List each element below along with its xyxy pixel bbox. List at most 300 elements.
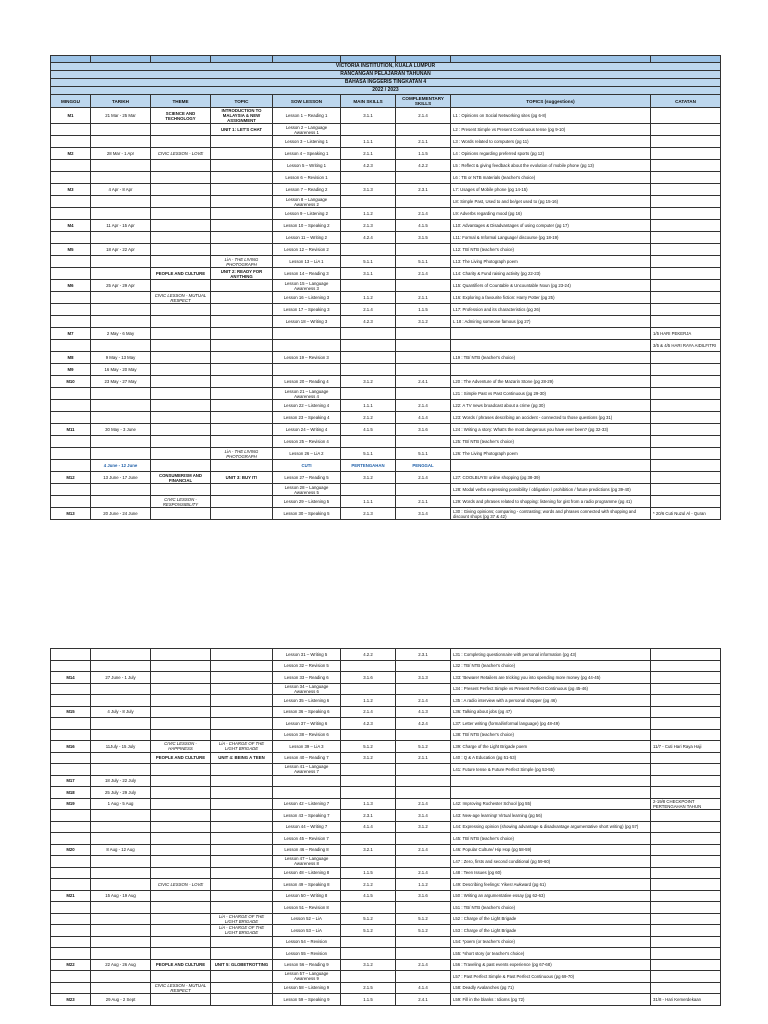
table-cell: PEOPLE AND CULTURE <box>151 268 211 280</box>
table-row <box>51 448 721 460</box>
table-cell: Lesson 39 – LiA 3 <box>273 741 341 753</box>
table-cell <box>91 660 151 672</box>
table-cell: L26: The Living Photograph poem <box>451 448 651 460</box>
table-cell: L36: Talking about jobs (pg 47) <box>451 706 651 718</box>
table-cell: M2 <box>51 148 91 160</box>
table-cell <box>151 460 211 472</box>
table-cell <box>151 856 211 868</box>
table-cell: 4.1.3 <box>396 706 451 718</box>
table-cell <box>396 729 451 741</box>
table-cell: Lesson 2 – Language Awareness 1 <box>273 124 341 136</box>
subject-title: BAHASA INGGERIS TINGKATAN 4 <box>51 79 721 87</box>
table-cell <box>151 810 211 822</box>
table-cell <box>91 340 151 352</box>
table-cell <box>341 660 396 672</box>
table-cell: Lesson 49 – Speaking 8 <box>273 879 341 891</box>
table-cell <box>341 280 396 292</box>
table-cell: 2.1.1 <box>396 292 451 304</box>
table-cell: 2.1.4 <box>396 268 451 280</box>
table-cell: Lesson 36 – Speaking 6 <box>273 706 341 718</box>
table-cell <box>451 460 651 472</box>
table-cell <box>51 340 91 352</box>
table-cell <box>273 775 341 787</box>
table-cell: Lesson 41 – Language Awareness 7 <box>273 764 341 776</box>
table-cell <box>151 208 211 220</box>
table-cell: 3.1.2 <box>341 376 396 388</box>
table-cell <box>273 340 341 352</box>
table-row <box>51 775 721 787</box>
lesson-plan-sheet-1 <box>50 55 720 520</box>
table-cell: M15 <box>51 706 91 718</box>
table-row <box>51 256 721 268</box>
table-cell <box>151 833 211 845</box>
table-cell: 1.1.2 <box>341 208 396 220</box>
table-cell <box>91 484 151 496</box>
table-cell: L44: Expressing opinion (showing advantage & disadvantage argumentative short writing) (pg 57) <box>451 821 651 833</box>
col-complementary-skills: COMPLEMENTARY SKILLS <box>396 95 451 108</box>
table-cell: L35 : A radio interview with a personal shopper (pg 46) <box>451 695 651 707</box>
table-cell <box>651 436 721 448</box>
table-row <box>51 196 721 208</box>
table-cell: 3.2.1 <box>341 844 396 856</box>
table-cell <box>151 925 211 937</box>
table-cell: Lesson 15 – Language Awareness 3 <box>273 280 341 292</box>
table-cell: 5.1.1 <box>396 448 451 460</box>
table-cell <box>151 136 211 148</box>
table-cell <box>91 160 151 172</box>
table-cell <box>651 472 721 484</box>
table-cell: 3.1.2 <box>396 316 451 328</box>
table-row <box>51 508 721 520</box>
table-cell <box>651 959 721 971</box>
table-cell <box>151 448 211 460</box>
table-cell <box>211 508 273 520</box>
table-cell <box>51 913 91 925</box>
table-cell: Lesson 16 – Listening 3 <box>273 292 341 304</box>
table-cell: 3.1.4 <box>396 508 451 520</box>
table-cell: 2.1.4 <box>396 472 451 484</box>
table-cell: 5.1.2 <box>396 925 451 937</box>
table-cell: Lesson 4 – Speaking 1 <box>273 148 341 160</box>
table-cell: L8: Simple Past, Used to and be/get used to (pg 15-16) <box>451 196 651 208</box>
table-row <box>51 124 721 136</box>
table-cell <box>396 244 451 256</box>
table-cell <box>211 280 273 292</box>
table-cell <box>151 280 211 292</box>
table-cell: L12: TB/ NTB (teacher's choice) <box>451 244 651 256</box>
table-cell <box>91 268 151 280</box>
table-cell <box>91 902 151 914</box>
table-cell <box>51 268 91 280</box>
table-cell: 4.1.5 <box>396 220 451 232</box>
table-cell: Lesson 45 – Revision 7 <box>273 833 341 845</box>
table-cell: 25 July - 29 July <box>91 787 151 799</box>
table-cell <box>91 683 151 695</box>
table-cell: M23 <box>51 994 91 1006</box>
table-cell: Lesson 52 – LiA <box>273 913 341 925</box>
table-cell: 3.1.1 <box>341 108 396 124</box>
table-cell <box>91 448 151 460</box>
table-cell <box>151 436 211 448</box>
table-cell: INTRODUCTION TO MALAYSIA & NEW ASSIGNMENT <box>211 108 273 124</box>
table-cell <box>211 160 273 172</box>
table-row <box>51 496 721 508</box>
table-cell <box>51 496 91 508</box>
table-cell <box>151 424 211 436</box>
table-cell <box>396 856 451 868</box>
table-cell <box>151 902 211 914</box>
table-cell: Lesson 46 – Reading 8 <box>273 844 341 856</box>
table-cell <box>91 833 151 845</box>
table-cell <box>651 184 721 196</box>
table-cell <box>151 124 211 136</box>
table-cell: Lesson 59 – Speaking 9 <box>273 994 341 1006</box>
table-cell: M9 <box>51 364 91 376</box>
col-sow-lesson: SOW LESSON <box>273 95 341 108</box>
table-cell: Lesson 56 – Reading 9 <box>273 959 341 971</box>
table-cell <box>151 388 211 400</box>
table-cell <box>273 328 341 340</box>
table-cell <box>151 936 211 948</box>
table-cell <box>211 184 273 196</box>
table-cell: 22 Aug - 26 Aug <box>91 959 151 971</box>
table-cell <box>341 328 396 340</box>
table-cell: 15 Aug - 19 Aug <box>91 890 151 902</box>
col-topic: TOPIC <box>211 95 273 108</box>
table-cell <box>51 683 91 695</box>
table-cell <box>151 172 211 184</box>
table-cell: 2.1.4 <box>396 108 451 124</box>
table-cell: LiA - THE LIVING PHOTOGRAPH <box>211 256 273 268</box>
table-row <box>51 340 721 352</box>
table-row <box>51 148 721 160</box>
table-cell: 3.1.6 <box>396 424 451 436</box>
table-row <box>51 472 721 484</box>
table-cell: L27: COOLBUYS! online shopping (pg 38-39) <box>451 472 651 484</box>
table-row <box>51 208 721 220</box>
table-cell <box>651 148 721 160</box>
table-cell <box>51 400 91 412</box>
table-cell: L47 : Zero, firsts and second conditional (pg 59-60) <box>451 856 651 868</box>
table-cell <box>91 400 151 412</box>
table-cell: 29 Aug - 2 Sept <box>91 994 151 1006</box>
table-cell <box>51 172 91 184</box>
table-cell <box>51 902 91 914</box>
table-cell <box>91 971 151 983</box>
table-cell <box>51 821 91 833</box>
table-cell <box>211 936 273 948</box>
table-cell: 5.1.2 <box>341 741 396 753</box>
table-cell: 2.1.4 <box>396 867 451 879</box>
table-cell <box>211 718 273 730</box>
table-cell <box>651 925 721 937</box>
table-cell: L6 : TB or NTB materials (teacher's choice) <box>451 172 651 184</box>
table-row <box>51 695 721 707</box>
table-cell <box>51 292 91 304</box>
table-cell: L 18 : Admiring someone famous (pg 27) <box>451 316 651 328</box>
table-cell: Lesson 17 – Speaking 3 <box>273 304 341 316</box>
table-cell <box>651 376 721 388</box>
table-cell <box>51 764 91 776</box>
table-cell <box>91 316 151 328</box>
table-cell: Lesson 54 – Revision <box>273 936 341 948</box>
table-cell <box>91 256 151 268</box>
table-row <box>51 436 721 448</box>
table-cell <box>91 925 151 937</box>
table-cell <box>51 460 91 472</box>
table-cell <box>51 232 91 244</box>
table-cell <box>151 316 211 328</box>
table-cell: Lesson 28 – Language Awareness 5 <box>273 484 341 496</box>
table-cell <box>341 172 396 184</box>
table-cell: Lesson 40 – Reading 7 <box>273 752 341 764</box>
table-cell: 27 June - 1 July <box>91 672 151 684</box>
table-cell <box>151 400 211 412</box>
table-cell <box>211 994 273 1006</box>
table-cell <box>341 364 396 376</box>
table-cell: 2.4.1 <box>396 994 451 1006</box>
table-cell: 4.2.4 <box>341 232 396 244</box>
table-cell <box>651 971 721 983</box>
table-row <box>51 136 721 148</box>
table-row <box>51 292 721 304</box>
table-cell <box>151 683 211 695</box>
table-cell: 1 Aug - 5 Aug <box>91 798 151 810</box>
table-cell: M14 <box>51 672 91 684</box>
table-cell <box>211 867 273 879</box>
table-cell: L29: Words and phrases related to shopping: listening for gist from a radio programme (pg 41) <box>451 496 651 508</box>
table-cell <box>396 787 451 799</box>
table-cell <box>151 695 211 707</box>
table-cell <box>396 936 451 948</box>
table-row <box>51 220 721 232</box>
table-cell: * 20/6 Cuti Nuzul Al - Quran <box>651 508 721 520</box>
table-cell <box>151 821 211 833</box>
table-cell <box>396 948 451 960</box>
table-row <box>51 172 721 184</box>
table-cell: L50 : Writing an argumentative essay (pg 62-63) <box>451 890 651 902</box>
table-cell <box>91 388 151 400</box>
table-cell <box>51 412 91 424</box>
table-cell <box>341 436 396 448</box>
session-year: 2022 / 2023 <box>51 87 721 95</box>
table-cell: L51 : TB/ NTB (teacher's choice) <box>451 902 651 914</box>
table-cell <box>51 649 91 661</box>
table-cell <box>151 844 211 856</box>
table-cell: 2.1.4 <box>396 400 451 412</box>
table-cell <box>651 388 721 400</box>
table-cell: L3 : Words related to computers (pg 11) <box>451 136 651 148</box>
table-cell: 1.1.1 <box>341 400 396 412</box>
table-cell <box>651 124 721 136</box>
table-cell: Lesson 34 – Language Awareness 6 <box>273 683 341 695</box>
table-cell <box>211 844 273 856</box>
table-cell <box>91 208 151 220</box>
table-cell: L34 : Present Perfect Simple vs Present Perfect Continuous (pg 45-46) <box>451 683 651 695</box>
table-cell <box>91 752 151 764</box>
table-cell <box>91 879 151 891</box>
table-cell <box>341 971 396 983</box>
table-cell: 3.1.3 <box>396 672 451 684</box>
table-cell <box>396 436 451 448</box>
table-cell: 3.1.6 <box>396 890 451 902</box>
table-cell <box>51 856 91 868</box>
table-cell: 2.1.5 <box>341 982 396 994</box>
table-row <box>51 913 721 925</box>
table-cell <box>273 364 341 376</box>
table-cell: SCIENCE AND TECHNOLOGY <box>151 108 211 124</box>
table-cell <box>211 672 273 684</box>
table-cell <box>211 424 273 436</box>
table-cell: Lesson 38 – Revision 6 <box>273 729 341 741</box>
table-cell <box>211 364 273 376</box>
table-cell <box>211 196 273 208</box>
table-cell: L9: Adverbs regarding mood (pg 16) <box>451 208 651 220</box>
table-cell <box>151 484 211 496</box>
table-cell: M12 <box>51 472 91 484</box>
table-row <box>51 388 721 400</box>
table-cell <box>211 484 273 496</box>
table-cell: L31 : Completing questionnaire with personal information (pg 43) <box>451 649 651 661</box>
table-cell <box>211 683 273 695</box>
table-cell: 11 Apr - 15 Apr <box>91 220 151 232</box>
table-cell <box>211 833 273 845</box>
table-cell <box>151 220 211 232</box>
table-cell <box>91 856 151 868</box>
table-cell <box>651 787 721 799</box>
table-cell: 1.1.2 <box>341 695 396 707</box>
table-cell <box>396 775 451 787</box>
table-cell: 2.1.1 <box>396 496 451 508</box>
table-cell <box>91 729 151 741</box>
table-cell: M1 <box>51 108 91 124</box>
col-theme: THEME <box>151 95 211 108</box>
table-row <box>51 484 721 496</box>
table-cell <box>651 172 721 184</box>
table-cell <box>151 244 211 256</box>
lesson-plan-table-2 <box>50 648 721 1006</box>
table-cell <box>341 352 396 364</box>
table-cell <box>51 718 91 730</box>
table-cell <box>51 160 91 172</box>
table-cell: 30 May - 3 June <box>91 424 151 436</box>
table-cell <box>396 971 451 983</box>
table-cell <box>151 890 211 902</box>
table-cell <box>341 729 396 741</box>
table-cell <box>451 775 651 787</box>
header-bar <box>51 56 721 63</box>
table-cell: 4.1.5 <box>341 890 396 902</box>
table-cell: L17: Profession and its characteristics (pg 26) <box>451 304 651 316</box>
table-cell: 4.1.4 <box>396 412 451 424</box>
table-cell <box>51 729 91 741</box>
table-cell <box>396 660 451 672</box>
table-cell: L45: TB/ NTB (teacher's choice) <box>451 833 651 845</box>
table-cell <box>211 436 273 448</box>
table-cell <box>651 856 721 868</box>
table-cell <box>211 948 273 960</box>
table-cell: CUTI <box>273 460 341 472</box>
table-cell: Lesson 18 – Writing 3 <box>273 316 341 328</box>
table-cell <box>651 244 721 256</box>
table-cell <box>211 136 273 148</box>
table-cell: Lesson 5 – Writing 1 <box>273 160 341 172</box>
table-cell: Lesson 23 – Speaking 4 <box>273 412 341 424</box>
table-cell <box>51 196 91 208</box>
table-cell <box>151 649 211 661</box>
lesson-plan-table-1 <box>50 55 721 520</box>
table-cell <box>651 256 721 268</box>
table-cell <box>151 352 211 364</box>
table-cell <box>211 412 273 424</box>
table-cell <box>91 948 151 960</box>
table-cell: Lesson 35 – Listening 6 <box>273 695 341 707</box>
table-cell: Lesson 43 – Speaking 7 <box>273 810 341 822</box>
table-cell <box>91 196 151 208</box>
table-row <box>51 160 721 172</box>
table-cell <box>651 867 721 879</box>
col-main-skills: MAIN SKILLS <box>341 95 396 108</box>
table-row <box>51 304 721 316</box>
table-cell: Lesson 25 – Revision 4 <box>273 436 341 448</box>
table-cell <box>341 340 396 352</box>
table-cell: 1.1.2 <box>396 879 451 891</box>
table-cell <box>151 160 211 172</box>
table-cell: M4 <box>51 220 91 232</box>
table-cell: 5.1.2 <box>341 913 396 925</box>
table-cell: L23: Words / phrases describing an accident - connected to those questions (pg 31) <box>451 412 651 424</box>
table-cell: 1.1.3 <box>341 798 396 810</box>
table-cell: M8 <box>51 352 91 364</box>
table-cell <box>211 388 273 400</box>
table-cell: L49: Describing feelings: Yikes! Awkward (pg 61) <box>451 879 651 891</box>
table-cell: UNIT 2: READY FOR ANYTHING <box>211 268 273 280</box>
table-cell: LiA - CHARGE OF THE LIGHT BRIGADE <box>211 913 273 925</box>
table-cell: L16: Exploring a favourite fiction: Harry Potter (pg 25) <box>451 292 651 304</box>
table-cell: 3.1.2 <box>341 472 396 484</box>
table-cell <box>341 484 396 496</box>
table-cell: 2.1.2 <box>341 412 396 424</box>
table-cell <box>51 256 91 268</box>
table-cell: CIVIC LESSON - MUTUAL RESPECT <box>151 982 211 994</box>
table-cell <box>51 833 91 845</box>
table-row <box>51 798 721 810</box>
table-cell <box>651 196 721 208</box>
table-cell: 4 July - 8 July <box>91 706 151 718</box>
table-cell: 5.1.2 <box>396 741 451 753</box>
table-cell: 1.1.5 <box>341 994 396 1006</box>
table-cell: 3.1.5 <box>396 232 451 244</box>
table-cell: Lesson 31 – Writing 5 <box>273 649 341 661</box>
table-cell: 31/8 - Hari Kemerdekaan <box>651 994 721 1006</box>
table-cell: 3.1.2 <box>341 752 396 764</box>
table-cell: 1.1.5 <box>341 867 396 879</box>
table-cell: L48 : Teen Issues (pg 60) <box>451 867 651 879</box>
table-cell: 25 Apr - 29 Apr <box>91 280 151 292</box>
table-cell <box>91 136 151 148</box>
table-cell <box>651 844 721 856</box>
table-cell: 2.1.3 <box>341 220 396 232</box>
table-cell: Lesson 44 – Writing 7 <box>273 821 341 833</box>
table-cell <box>451 364 651 376</box>
table-row <box>51 902 721 914</box>
table-cell <box>91 304 151 316</box>
table-row <box>51 244 721 256</box>
table-cell: Lesson 11 – Writing 2 <box>273 232 341 244</box>
table-cell <box>651 775 721 787</box>
table-cell <box>341 196 396 208</box>
table-cell: L13: The Living Photograph poem <box>451 256 651 268</box>
